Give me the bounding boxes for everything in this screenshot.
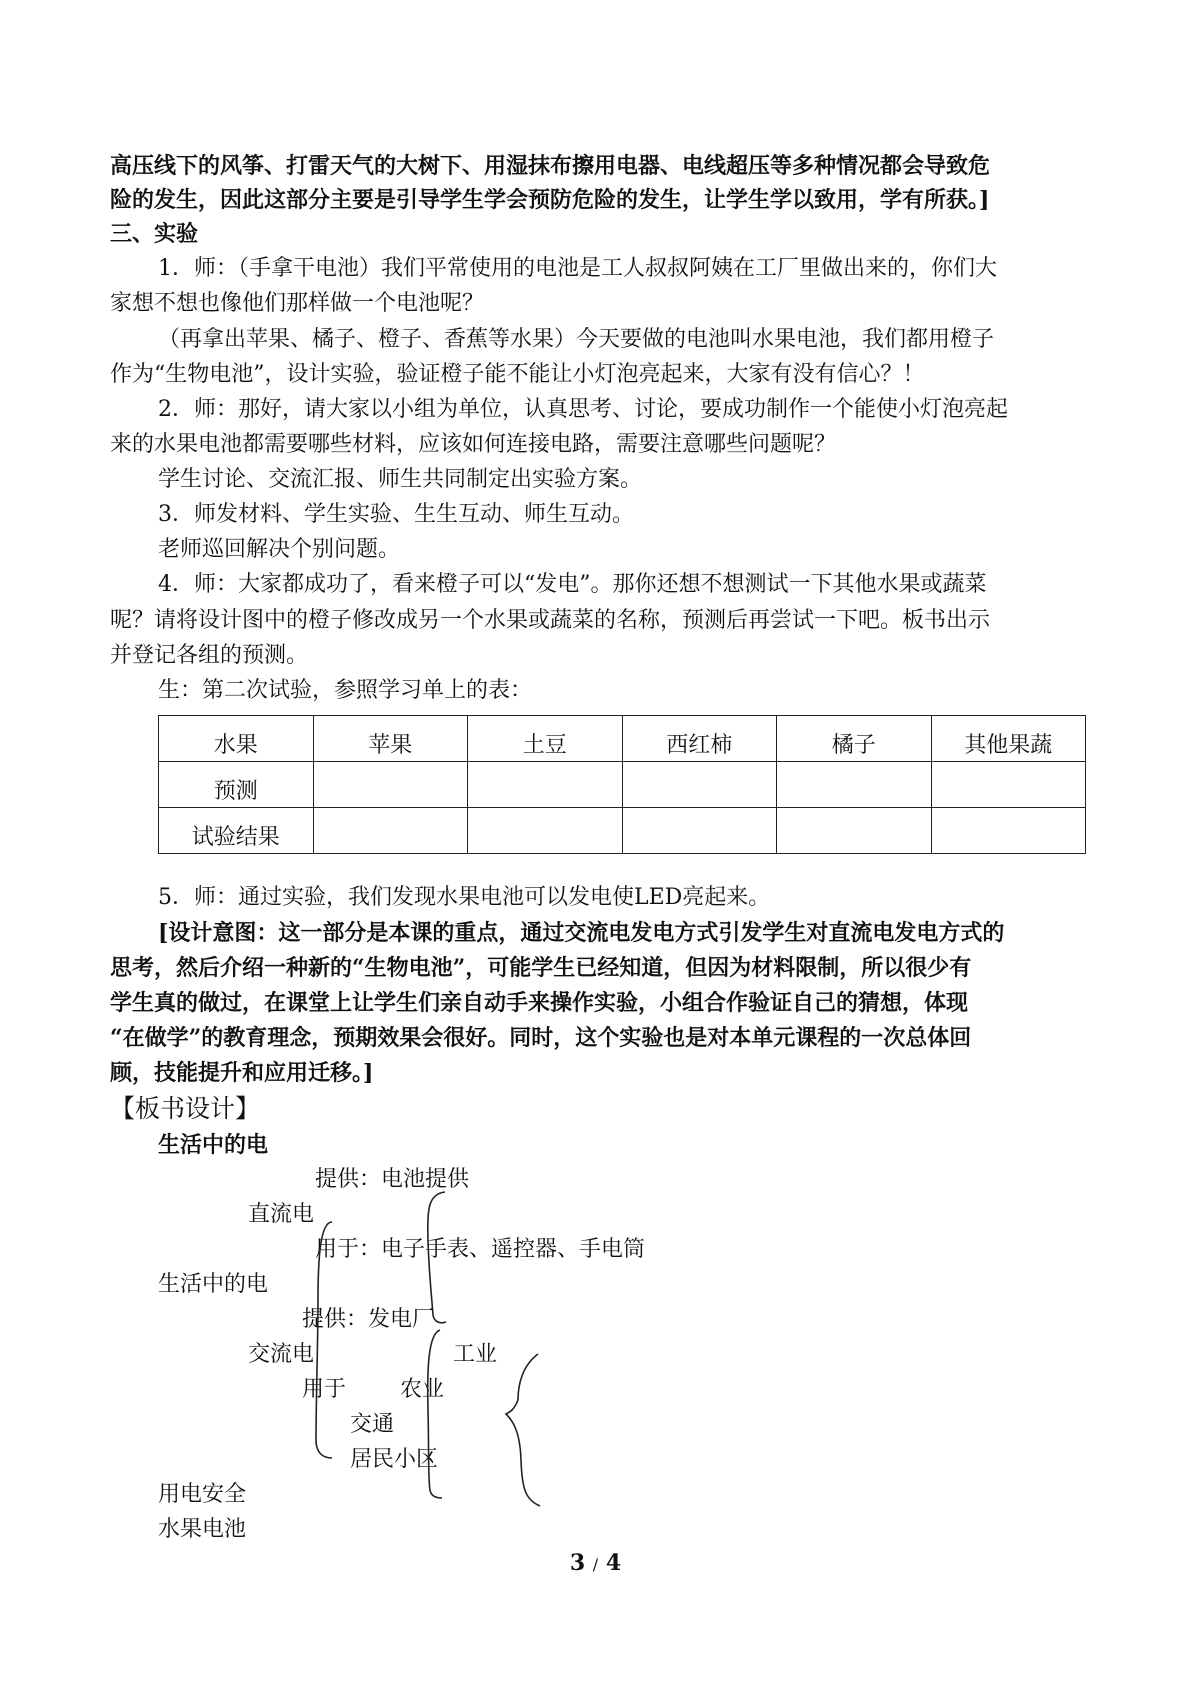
table-row (159, 808, 1086, 854)
step2-line-1: 2．师：那好，请大家以小组为单位，认真思考、讨论，要成功制作一个能使小灯泡亮起 (158, 397, 1008, 422)
page-current: 3 (569, 1550, 586, 1576)
board-dc-provide: 提供：电池提供 (315, 1167, 470, 1192)
board-fruit-battery: 水果电池 (158, 1517, 247, 1542)
board-ac: 交流电 (248, 1342, 315, 1367)
step3-line-1: 3．师发材料、学生实验、生生互动、师生互动。 (158, 502, 634, 527)
step4-line-2: 呢？请将设计图中的橙子修改成另一个水果或蔬菜的名称，预测后再尝试一下吧。板书出示 (110, 608, 991, 633)
table-header-cell: 橘子 (777, 716, 932, 762)
board-dc: 直流电 (248, 1202, 315, 1227)
brace-ac (506, 1354, 540, 1506)
board-residential: 居民小区 (350, 1447, 439, 1472)
board-ac-provide: 提供：发电厂 (302, 1307, 435, 1332)
table-header-cell: 其他果蔬 (931, 716, 1086, 762)
board-agriculture: 农业 (400, 1377, 445, 1402)
step5-line: 5．师：通过实验，我们发现水果电池可以发电使LED亮起来。 (158, 885, 771, 910)
step4-line-4: 生：第二次试验，参照学习单上的表： (158, 678, 533, 703)
step1-line-2: 家想不想也像他们那样做一个电池呢？ (110, 291, 485, 316)
design-intent-continued-line-1: 高压线下的风筝、打雷天气的大树下、用湿抹布擦用电器、电线超压等多种情况都会导致危 (110, 153, 991, 179)
table-header-cell: 土豆 (468, 716, 623, 762)
table-cell (777, 808, 932, 854)
table-header-cell: 西红柿 (622, 716, 777, 762)
table-row-label: 试验结果 (159, 808, 314, 854)
section-heading-experiment: 三、实验 (110, 221, 199, 247)
board-root: 生活中的电 (158, 1272, 269, 1297)
table-cell (622, 808, 777, 854)
design-intent-continued-line-2: 险的发生，因此这部分主要是引导学生学会预防危险的发生，让学生学以致用，学有所获。] (110, 187, 990, 213)
board-dc-use: 用于：电子手表、遥控器、手电筒 (315, 1237, 646, 1262)
table-cell (777, 762, 932, 808)
board-transport: 交通 (350, 1412, 395, 1437)
page-separator: / (592, 1555, 599, 1574)
design-intent-line-5: 顾，技能提升和应用迁移。] (110, 1060, 374, 1086)
table-header-cell: 苹果 (313, 716, 468, 762)
step4-line-1: 4．师：大家都成功了，看来橙子可以“发电”。那你还想不想测试一下其他水果或蔬菜 (158, 572, 987, 597)
step3-line-2: 老师巡回解决个别问题。 (158, 537, 401, 562)
step1-line-4: 作为“生物电池”，设计实验，验证橙子能不能让小灯泡亮起来，大家有没有信心？！ (110, 362, 925, 387)
table-cell (622, 762, 777, 808)
design-intent-line-3: 学生真的做过，在课堂上让学生们亲自动手来操作实验，小组合作验证自己的猜想，体现 (110, 990, 969, 1016)
design-intent-line-2: 思考，然后介绍一种新的“生物电池”，可能学生已经知道，但因为材料限制，所以很少有 (110, 955, 972, 981)
step2-line-2: 来的水果电池都需要哪些材料，应该如何连接电路，需要注意哪些问题呢？ (110, 432, 837, 457)
step2-line-3: 学生讨论、交流汇报、师生共同制定出实验方案。 (158, 467, 643, 492)
table-header-row (159, 716, 1086, 762)
page-number (0, 1550, 1191, 1576)
table-row (159, 762, 1086, 808)
board-design-heading: 【板书设计】 (110, 1094, 261, 1123)
board-ac-use: 用于 (302, 1377, 347, 1402)
board-safety: 用电安全 (158, 1482, 247, 1507)
experiment-results-table (158, 715, 1086, 854)
board-industry: 工业 (453, 1342, 498, 1367)
step4-line-3: 并登记各组的预测。 (110, 643, 309, 668)
table-cell (313, 762, 468, 808)
table-header-cell: 水果 (159, 716, 314, 762)
design-intent-line-4: “在做学”的教育理念，预期效果会很好。同时，这个实验也是对本单元课程的一次总体回 (110, 1025, 972, 1051)
step1-line-3: （再拿出苹果、橘子、橙子、香蕉等水果）今天要做的电池叫水果电池，我们都用橙子 (158, 327, 995, 352)
table-cell (468, 808, 623, 854)
table-cell (931, 808, 1086, 854)
table-cell (313, 808, 468, 854)
board-title: 生活中的电 (158, 1132, 269, 1158)
table-cell (931, 762, 1086, 808)
step1-line-1: 1．师：（手拿干电池）我们平常使用的电池是工人叔叔阿姨在工厂里做出来的，你们大 (158, 256, 997, 281)
table-row-label: 预测 (159, 762, 314, 808)
table-cell (468, 762, 623, 808)
page-total: 4 (605, 1550, 622, 1576)
design-intent-line-1: [设计意图：这一部分是本课的重点，通过交流电发电方式引发学生对直流电发电方式的 (158, 920, 1005, 946)
